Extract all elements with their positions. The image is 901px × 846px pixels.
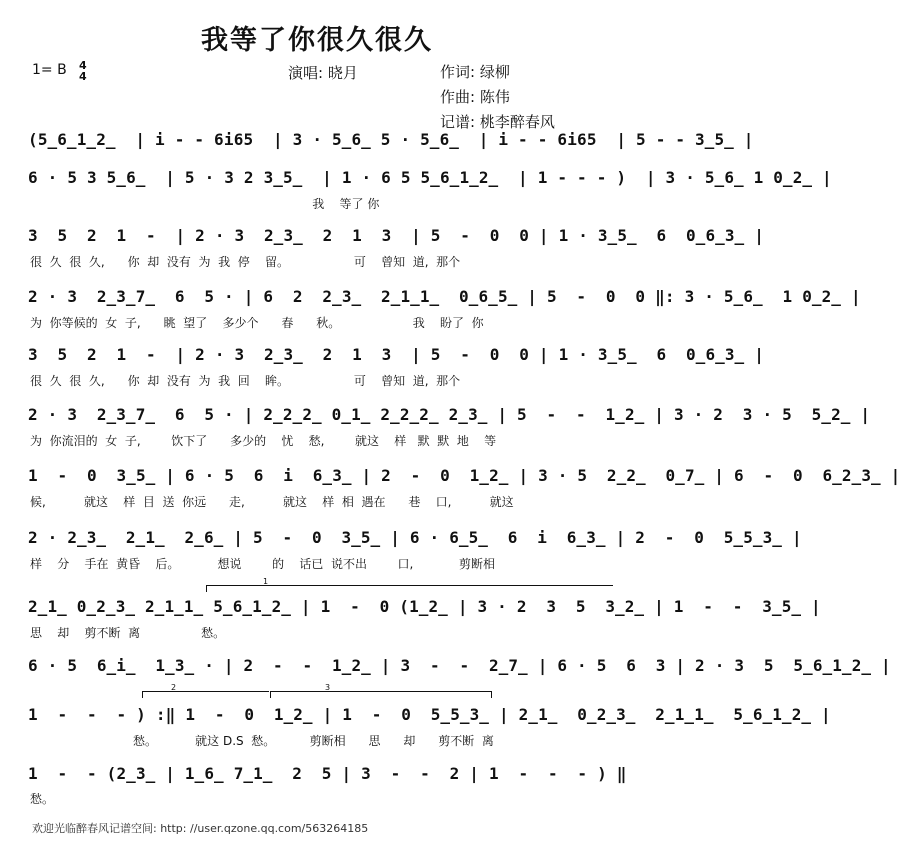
- key-signature: 1= B: [32, 62, 67, 78]
- lyric-line: 样 分 手在 黄昏 后。 想说 的 话已 说不出 口, 剪断相: [30, 557, 496, 571]
- transcriber: 记谱: 桃李醉春风: [440, 113, 555, 131]
- volta-label: 1: [263, 577, 269, 586]
- notation-line: 3 5 2 1 - | 2 · 3 2̲3̲ 2 1 3 | 5 - 0 0 | 1 · 3̲5̲ 6 0̲6̲3̲ |: [28, 345, 765, 364]
- lyric-line: 愁。 就这 D.S 愁。 剪断相 思 却 剪不断 离: [30, 734, 494, 748]
- singer: 演唱: 晓月: [288, 64, 358, 82]
- notation-line: 6 · 5 3 5̲6̲ | 5 · 3 2 3̲5̲ | 1 · 6 5 5̲6̲1̲2̲ | 1 - - - ) | 3 · 5̲6̲ 1 0̲2̲ |: [28, 168, 832, 187]
- notation-line: 1 - - (2̲3̲ | 1̲6̲ 7̲1̲ 2 5 | 3 - - 2 | 1 - - - ) ‖: [28, 764, 627, 783]
- lyric-line: 思 却 剪不断 离 愁。: [30, 626, 226, 640]
- volta-bracket: [206, 577, 613, 592]
- volta-bracket: [270, 683, 492, 698]
- notation-line: 2 · 3 2̲3̲7̲ 6 5 · | 6 2 2̲3̲ 2̲1̲1̲ 0̲6̲5̲ | 5 - 0 0 ‖: 3 · 5̲6̲ 1 0̲2̲ |: [28, 287, 861, 306]
- lyric-line: 候, 就这 样 目 送 你远 走, 就这 样 相 遇在 巷 口, 就这: [30, 495, 514, 509]
- lyric-line: 为 你等候的 女 子, 眺 望了 多少个 春 秋。 我 盼了 你: [30, 316, 484, 330]
- lyric-line: 很 久 很 久, 你 却 没有 为 我 回 眸。 可 曾知 道, 那个: [30, 374, 461, 388]
- lyric-line: 我 等了 你: [30, 197, 380, 211]
- notation-line: 3 5 2 1 - | 2 · 3 2̲3̲ 2 1 3 | 5 - 0 0 | 1 · 3̲5̲ 6 0̲6̲3̲ |: [28, 226, 765, 245]
- notation-line: 2 · 3 2̲3̲7̲ 6 5 · | 2̲2̲2̲ 0̲1̲ 2̲2̲2̲ 2̲3̲ | 5 - - 1̲2̲ | 3 · 2 3 · 5 5̲2̲ |: [28, 405, 871, 424]
- notation-line: (5̲6̲1̲2̲ | i - - 6i65 | 3 · 5̲6̲ 5 · 5̲6̲ | i - - 6i65 | 5 - - 3̲5̲ |: [28, 130, 754, 149]
- volta-label: 3: [325, 683, 331, 692]
- composer: 作曲: 陈伟: [440, 88, 510, 106]
- time-signature: [79, 60, 87, 82]
- notation-line: 2 · 2̲3̲ 2̲1̲ 2̲6̲ | 5 - 0 3̲5̲ | 6 · 6̲5̲ 6 i 6̲3̲ | 2 - 0 5̲5̲3̲ |: [28, 528, 802, 547]
- meter-top: 4: [79, 59, 87, 72]
- meter-bottom: 4: [79, 70, 87, 83]
- notation-line: 1 - 0 3̲5̲ | 6 · 5 6 i 6̲3̲ | 2 - 0 1̲2̲ | 3 · 5 2̲2̲ 0̲7̲ | 6 - 0 6̲2̲3̲ |: [28, 466, 901, 485]
- volta-bracket: [142, 683, 269, 698]
- notation-line: 6 · 5 6̲i̲ 1̲3̲ · | 2 - - 1̲2̲ | 3 - - 2̲7̲ | 6 · 5 6 3 | 2 · 3 5 5̲6̲1̲2̲ |: [28, 656, 891, 675]
- lyric-line: 为 你流泪的 女 子, 饮下了 多少的 忧 愁, 就这 样 默 默 地 等: [30, 434, 497, 448]
- volta-label: 2: [171, 683, 177, 692]
- lyric-line: 很 久 很 久, 你 却 没有 为 我 停 留。 可 曾知 道, 那个: [30, 255, 461, 269]
- credits: [440, 60, 555, 135]
- lyricist: 作词: 绿柳: [440, 63, 510, 81]
- lyric-line: 愁。: [30, 792, 55, 806]
- notation-line: 1 - - - ) :‖ 1 - 0 1̲2̲ | 1 - 0 5̲5̲3̲ | 2̲1̲ 0̲2̲3̲ 2̲1̲1̲ 5̲6̲1̲2̲ |: [28, 705, 831, 724]
- song-title: 我等了你很久很久: [201, 25, 433, 56]
- footer-credit: 欢迎光临醉春风记谱空间: http: //user.qzone.qq.com/563264185: [32, 822, 369, 835]
- notation-line: 2̲1̲ 0̲2̲3̲ 2̲1̲1̲ 5̲6̲1̲2̲ | 1 - 0 (1̲2̲ | 3 · 2 3 5 3̲2̲ | 1 - - 3̲5̲ |: [28, 597, 821, 616]
